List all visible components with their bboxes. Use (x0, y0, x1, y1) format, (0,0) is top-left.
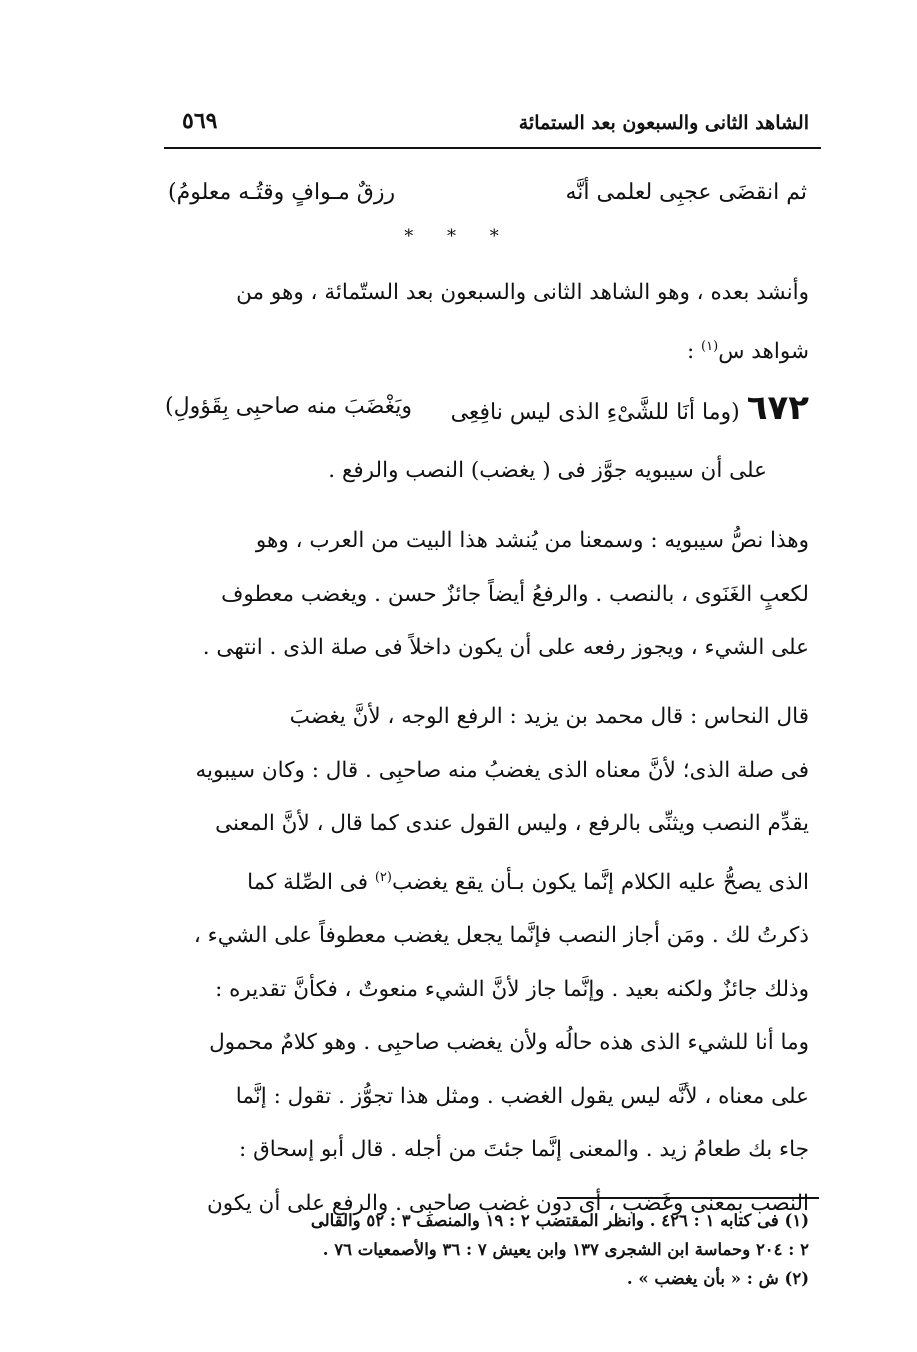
text-line: وذلك جائزٌ ولكنه بعيد . وإنَّما جاز لأنَّ الشيء منعوتٌ ، فكأنَّ تقديره : (215, 976, 809, 1002)
footnote-line: (١) فى كتابه ١ : ٤٢٦ . وانظر المقتضب ٢ : ١٩ والمنصف ٣ : ٥٢ والقالى (310, 1211, 809, 1230)
text-line: وأنشد بعده ، وهو الشاهد الثانى والسبعون بعد الستّمائة ، وهو من (236, 280, 809, 305)
verse-second-hemistich: ويَغْضَبَ منه صاحبِى بِقَؤولِ) (165, 394, 413, 419)
header-rule (164, 147, 821, 149)
sibawayh-quote-paragraph (165, 514, 809, 675)
verse-number: ٦٧٢ (746, 388, 809, 428)
verse-first-hemistich: ثم انقضَى عجبِى لعلمى أنَّه (565, 180, 807, 205)
verse-second-hemistich: رزقٌ مـوافٍ وقتُـه معلومُ) (168, 180, 396, 205)
text-line: على الشيء ، ويجوز رفعه على أن يكون داخلاً فى صلة الذى . انتهى . (202, 635, 809, 660)
footnote-ref: (٢) (374, 869, 392, 885)
text-line: يقدِّم النصب ويثنِّى بالرفع ، وليس القول عندى كما قال ، لأنَّ المعنى (215, 811, 809, 836)
text-line: ذكرتُ لك . ومَن أجاز النصب فإنَّما يجعل يغضب معطوفاً على الشيء ، (193, 923, 809, 949)
running-header-title: الشاهد الثانى والسبعون بعد الستمائة (518, 112, 809, 134)
verse-note: على أن سيبويه جوَّز فى ( يغضب) النصب والرفع . (328, 458, 767, 483)
verse-first-hemistich: (وما أنَا للشَّىْءِ الذى ليس نافِعِى (450, 400, 740, 425)
footnote-rule (557, 1197, 819, 1199)
nahhas-paragraph (165, 690, 809, 1230)
section-separator: * * * (404, 226, 513, 247)
text-line: الذى يصحُّ عليه الكلام إنَّما يكون بـأن يقع يغضب$^{(٢)}$ فى الصِّلة كما (247, 869, 809, 895)
text-line: فى صلة الذى؛ لأنَّ معناه الذى يغضبُ منه صاحبِى . قال : وكان سيبويه (195, 757, 809, 783)
text-line: شواهد س$^{(١)}$ : (686, 338, 809, 364)
text-line: النصب بمعنى وغَضَب ، أى دون غضب صاحبِى . والرفع على أن يكون (206, 1190, 809, 1216)
text-line: قال النحاس : قال محمد بن يزيد : الرفع الوجه ، لأنَّ يغضبَ (289, 704, 809, 729)
footnote-ref: (١) (701, 338, 719, 354)
text-line: جاء بك طعامُ زيد . والمعنى إنَّما جئتَ من أجله . قال أبو إسحاق : (239, 1137, 809, 1163)
text-line: لكعبٍ الغَنَوى ، بالنصب . والرفعُ أيضاً جائزٌ حسن . ويغضب معطوف (221, 581, 809, 607)
footnotes (160, 1206, 809, 1293)
text-line: على معناه ، لأنَّه ليس يقول الغضب . ومثل هذا تجوُّز . تقول : إنَّما (235, 1083, 809, 1109)
intro-paragraph (165, 266, 809, 378)
text-line: وهذا نصُّ سيبويه : وسمعنا من يُنشد هذا البيت من العرب ، وهو (255, 528, 809, 553)
footnote-line: (٢) ش : « بأن يغضب » . (626, 1269, 809, 1288)
footnote-line: ٢ : ٢٠٤ وحماسة ابن الشجرى ١٣٧ وابن يعيش ٧ : ٣٦ والأصمعيات ٧٦ . (322, 1240, 809, 1259)
text-line: وما أنا للشيء الذى هذه حالُه ولأن يغضب صاحبِى . وهو كلامٌ محمول (209, 1030, 809, 1056)
page-number: ٥٦٩ (182, 108, 218, 134)
